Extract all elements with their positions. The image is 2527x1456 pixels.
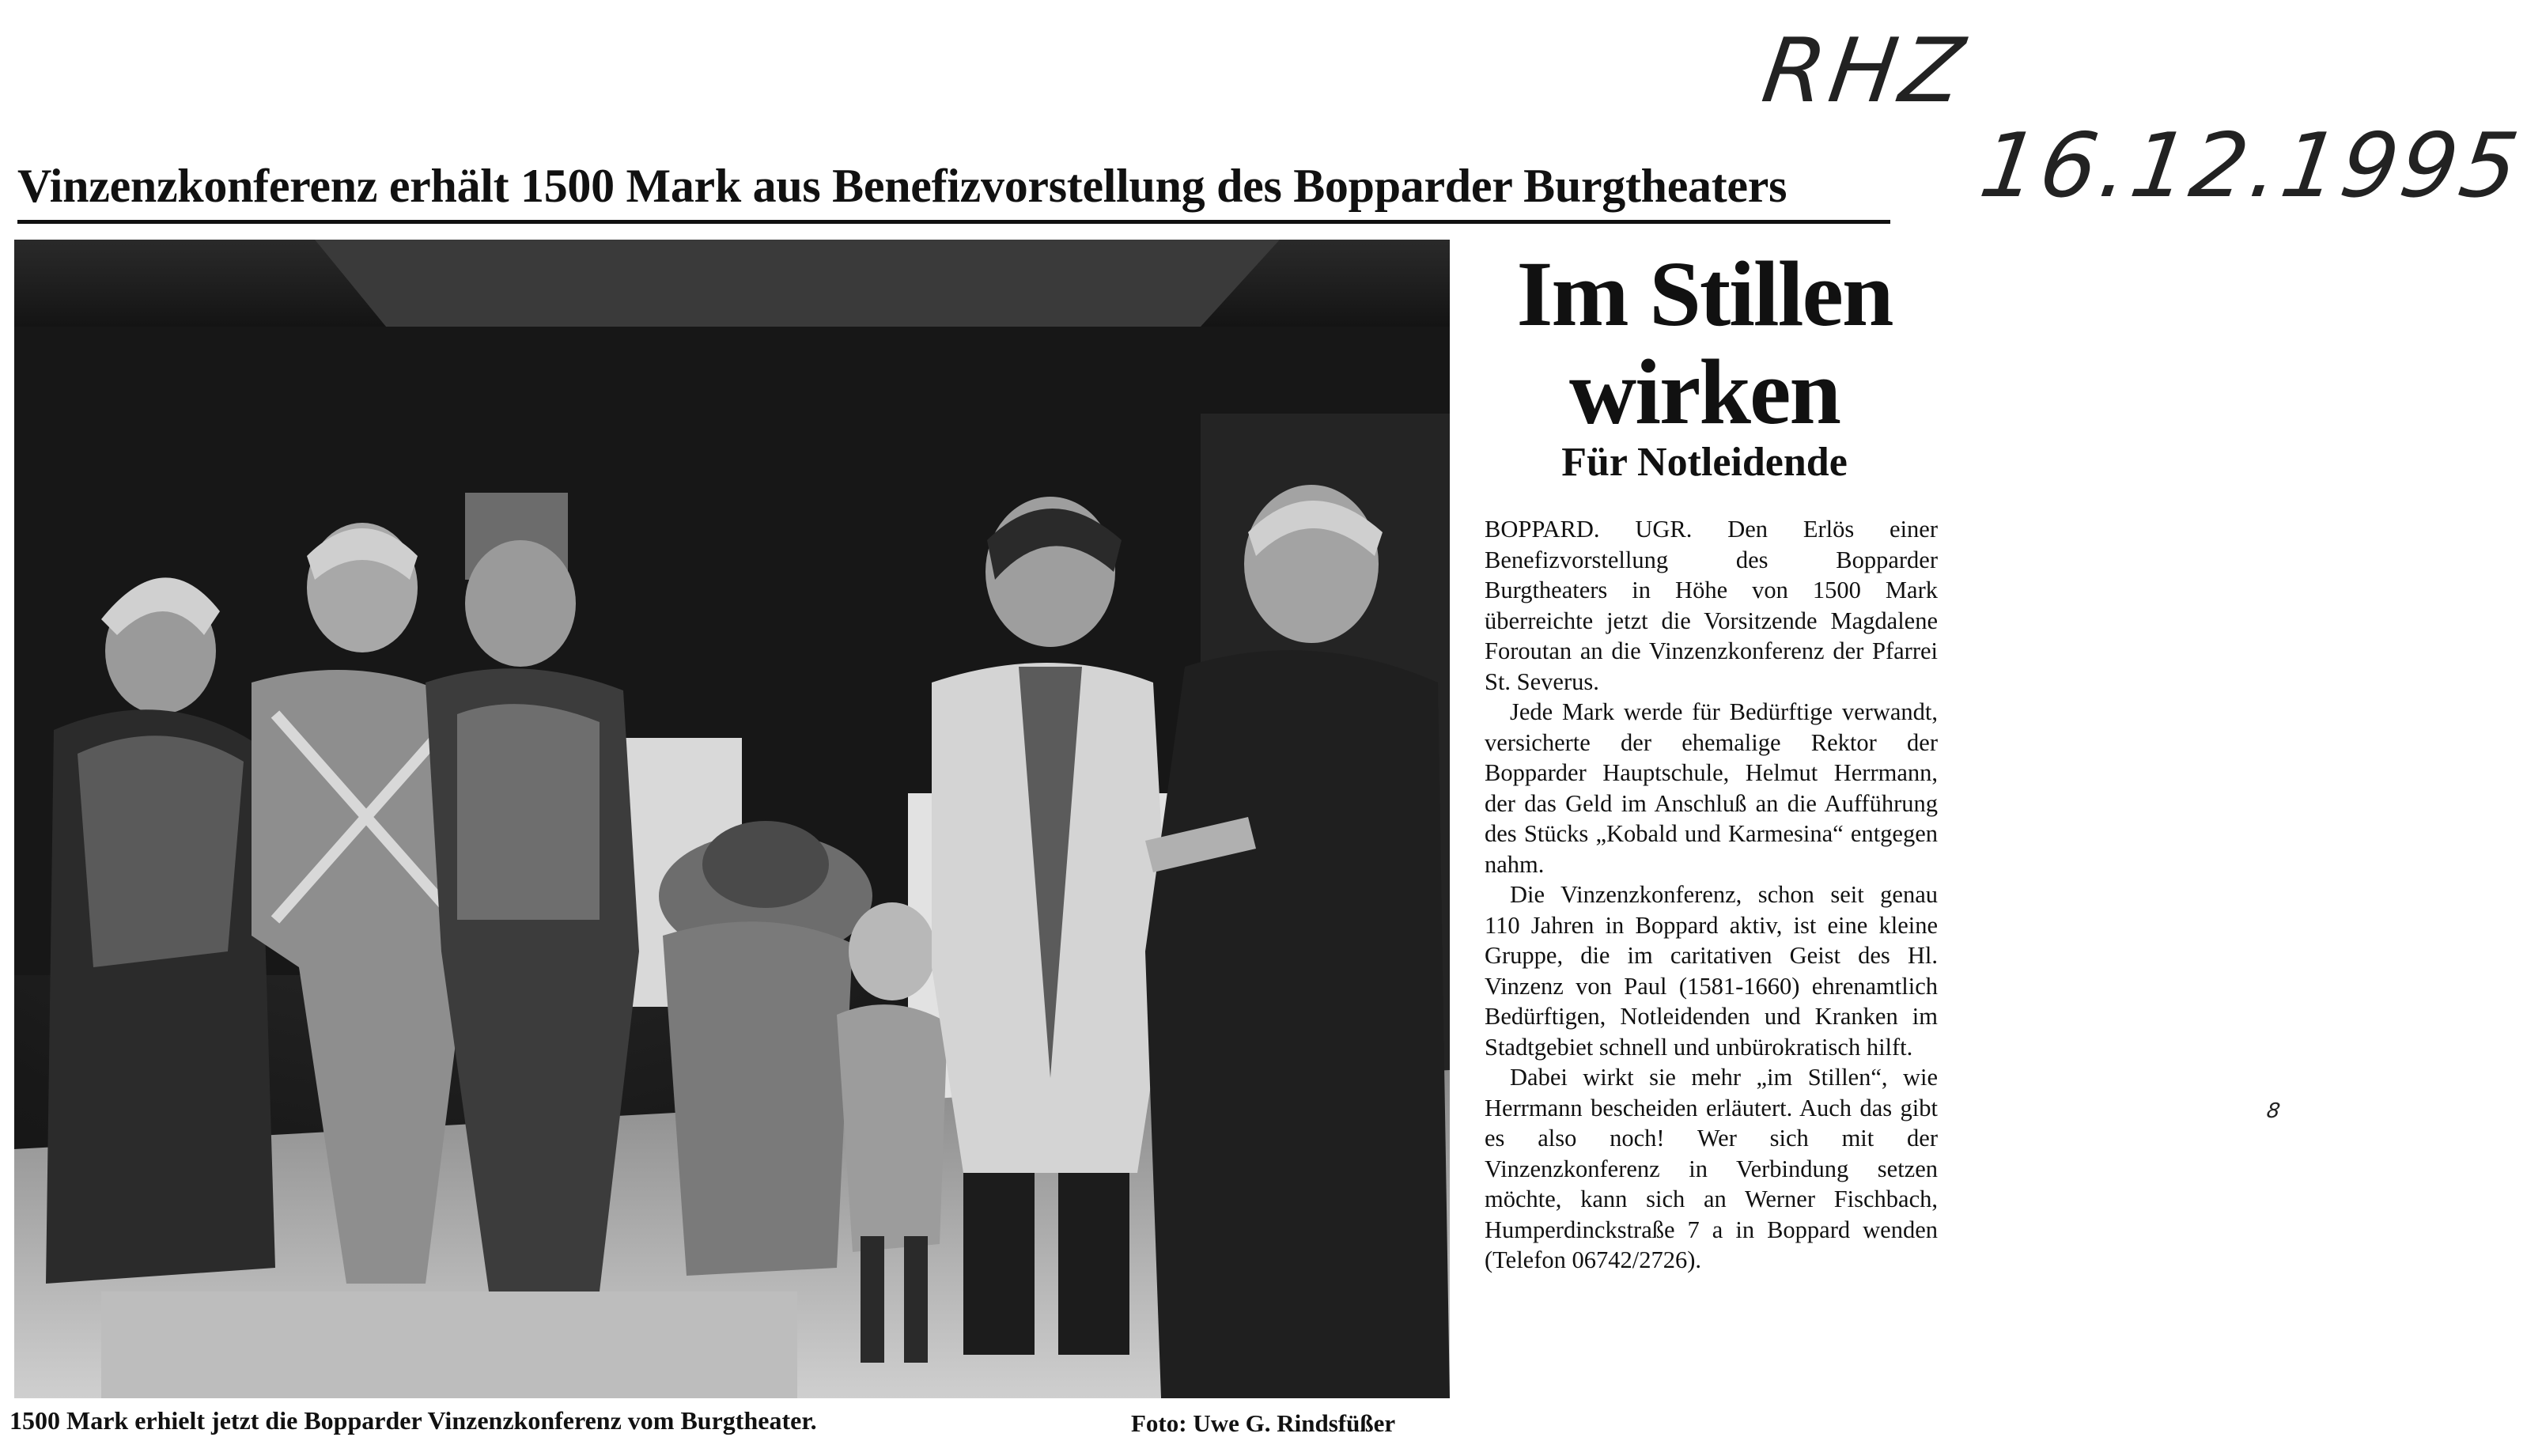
photo-floor-step xyxy=(101,1291,797,1398)
news-photo xyxy=(14,240,1450,1398)
article-title xyxy=(1471,242,1938,444)
article-paragraph: Die Vinzenzkonferenz, schon seit genau 110 Jahren in Boppard aktiv, ist eine kleine Gruppe, die im caritativen Geist des Hl. Vinzenz von Paul (1581-1660) ehrenamtlich Bedürftigen, Notleidenden und Kranken im Stadtgebiet schnell und unbürokratisch hilft. xyxy=(1485,881,1938,1061)
article-body xyxy=(1485,514,1938,1276)
article-title-line-1: Im Stillen xyxy=(1516,242,1893,346)
article-paragraph: BOPPARD. UGR. Den Erlös einer Benefizvorstellung des Bopparder Burgtheaters in Höhe von 1500 Mark überreichte jetzt die Vorsitzende Magdalene Foroutan an die Vinzenzkonferenz der Pfarrei St. Severus. xyxy=(1485,516,1938,695)
handwritten-newspaper-name: RHZ xyxy=(1756,20,1974,123)
photo-credit: Foto: Uwe G. Rindsfüßer xyxy=(1131,1409,1396,1437)
headline-rule xyxy=(17,220,1890,224)
top-headline: Vinzenzkonferenz erhält 1500 Mark aus Benefizvorstellung des Bopparder Burgtheaters xyxy=(17,160,1787,212)
article-paragraph: Jede Mark werde für Bedürftige verwandt, versicherte der ehemalige Rektor der Bopparder Hauptschule, Helmut Herrmann, der das Geld im Anschluß an die Aufführung des Stücks „Kobald und Karmesina“ entgegen nahm. xyxy=(1485,698,1938,878)
photo-caption: 1500 Mark erhielt jetzt die Bopparder Vinzenzkonferenz vom Burgtheater. xyxy=(9,1406,817,1435)
article-title-line-2: wirken xyxy=(1569,340,1840,444)
photo-illustration xyxy=(14,240,1450,1398)
photo-ceiling-panel xyxy=(315,240,1280,327)
article-subtitle: Für Notleidende xyxy=(1561,440,1848,485)
handwritten-date: 16.12.1995 xyxy=(1973,115,2527,217)
article-paragraph: Dabei wirkt sie mehr „im Stillen“, wie Herrmann bescheiden erläutert. Auch das gibt es also noch! Wer sich mit der Vinzenzkonferenz in Verbindung setzen möchte, kann sich an Werner Fischbach, Humperdinckstraße 7 a in Boppard wenden (Telefon 06742/2726). xyxy=(1485,1064,1938,1273)
handwritten-margin-mark: 8 xyxy=(2264,1099,2287,1123)
